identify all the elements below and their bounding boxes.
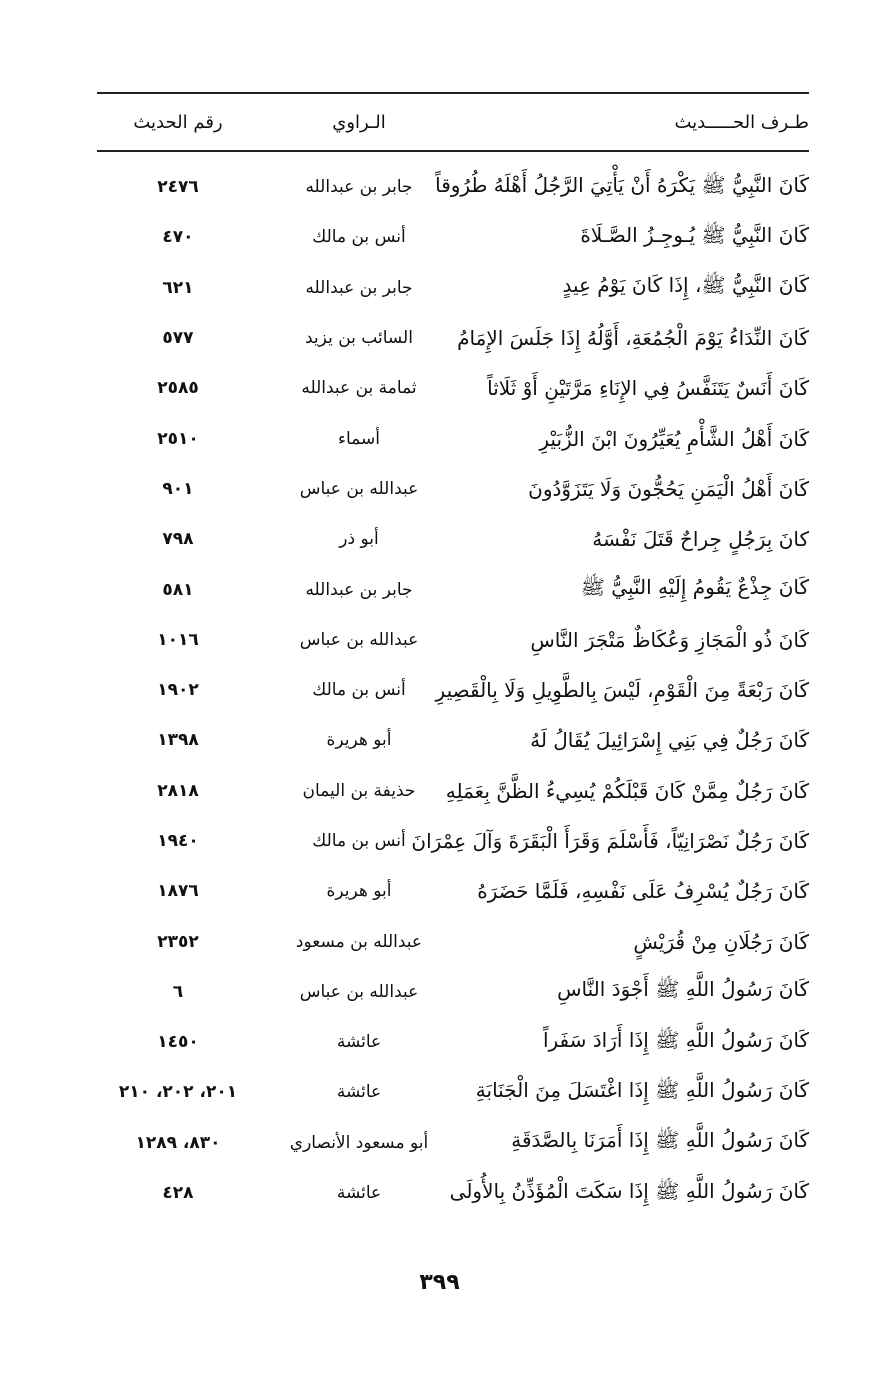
hadith-number: ١٩٠٢	[157, 680, 199, 701]
hadith-text: كَانَ رَسُولُ اللَّهِ ﷺ إِذَا اغْتَسَلَ مِنَ الْجَنَابَةِ	[475, 1077, 809, 1102]
header-narrator: الـراوي	[332, 111, 386, 133]
narrator: أبو هريرة	[326, 730, 392, 751]
hadith-number: ٢٣٥٢	[157, 931, 199, 952]
hadith-number: ٢٤٧٦	[157, 177, 199, 198]
hadith-number: ٢٠١، ٢٠٢، ٢١٠	[118, 1082, 238, 1103]
page-number: ٣٩٩	[419, 1270, 460, 1295]
hadith-text: كَانَ النَّبِيُّ ﷺ يُـوجِـزُ الصَّـلَاةَ	[580, 222, 809, 247]
table-row	[97, 162, 809, 212]
table-row	[97, 665, 809, 715]
table-row	[97, 816, 809, 866]
narrator: حذيفة بن اليمان	[302, 780, 416, 801]
hadith-text: كَانَ النِّدَاءُ يَوْمَ الْجُمُعَةِ، أَوَّلُهُ إِذَا جَلَسَ الإِمَامُ	[457, 326, 809, 351]
hadith-text: كَانَ رَسُولُ اللَّهِ ﷺ إِذَا أَرَادَ سَفَراً	[542, 1027, 809, 1052]
header-number: رقم الحديث	[133, 111, 223, 133]
hadith-number: ٢٥١٠	[157, 428, 199, 449]
table-row	[97, 363, 809, 413]
narrator: عائشة	[336, 1183, 382, 1204]
hadith-text: كَانَ رَسُولُ اللَّهِ ﷺ إِذَا سَكَتَ الْمُؤَذِّنُ بِالأُولَى	[449, 1178, 809, 1203]
narrator: عبدالله بن عباس	[299, 478, 419, 499]
narrator: ثمامة بن عبدالله	[301, 378, 417, 399]
hadith-number: ٤٧٠	[162, 227, 194, 248]
hadith-text: كَانَ ذُو الْمَجَازِ وَعُكَاظٌ مَتْجَرَ النَّاسِ	[530, 627, 809, 652]
hadith-number: ٤٢٨	[162, 1183, 194, 1204]
hadith-number: ٥٧٧	[162, 328, 194, 349]
hadith-number: ٨٣٠، ١٢٨٩	[135, 1132, 221, 1153]
hadith-text: كَانَ النَّبِيُّ ﷺ يَكْرَهُ أَنْ يَأْتِيَ الرَّجُلُ أَهْلَهُ طُرُوقاً	[435, 172, 809, 197]
table-row	[97, 866, 809, 916]
hadith-index-table	[97, 92, 809, 1218]
narrator: أنس بن مالك	[312, 227, 406, 248]
table-header	[97, 94, 809, 150]
narrator: أبو هريرة	[326, 881, 392, 902]
narrator: عبدالله بن عباس	[299, 981, 419, 1002]
hadith-text: كَانَ رَسُولُ اللَّهِ ﷺ أَجْوَدَ النَّاسِ	[557, 977, 809, 1002]
hadith-number: ١٠١٦	[157, 629, 199, 650]
hadith-number: ٢٥٨٥	[157, 378, 199, 399]
table-row	[97, 564, 809, 614]
hadith-number: ٥٨١	[162, 579, 194, 600]
hadith-text: كَانَ جِذْعٌ يَقُومُ إِلَيْهِ النَّبِيُّ ﷺ	[580, 575, 809, 600]
table-row	[97, 1017, 809, 1067]
table-row	[97, 615, 809, 665]
hadith-text: كَانَ رَجُلٌ يُسْرِفُ عَلَى نَفْسِهِ، فَلَمَّا حَضَرَهُ	[477, 879, 809, 904]
narrator: أنس بن مالك	[312, 831, 406, 851]
table-row	[97, 1118, 809, 1168]
table-row	[97, 514, 809, 564]
narrator: أبو ذر	[339, 529, 379, 550]
hadith-text: كَانَ أَنَسٌ يَتَنَفَّسُ فِي الإِنَاءِ مَرَّتَيْنِ أَوْ ثَلَاثاً	[487, 376, 809, 401]
narrator: أبو مسعود الأنصاري	[289, 1132, 429, 1153]
hadith-text: كَانَ رَجُلَانِ مِنْ قُرَيْشٍ	[633, 929, 809, 954]
table-row	[97, 715, 809, 765]
table-row	[97, 967, 809, 1017]
narrator: جابر بن عبدالله	[305, 177, 413, 198]
narrator: أسماء	[338, 428, 380, 449]
table-row	[97, 1168, 809, 1218]
hadith-number: ١٤٥٠	[157, 1032, 199, 1053]
narrator: السائب بن يزيد	[305, 328, 413, 349]
hadith-text: كَانَ أَهْلُ الْيَمَنِ يَحُجُّونَ وَلَا يَتَزَوَّدُونَ	[528, 476, 809, 501]
table-row	[97, 464, 809, 514]
table-row	[97, 313, 809, 363]
hadith-text: كانَ بِرَجُلٍ جِراحٌ قَتَلَ نَفْسَهُ	[592, 527, 809, 552]
narrator: عبدالله بن مسعود	[295, 931, 423, 952]
hadith-text: كَانَ رَسُولُ اللَّهِ ﷺ إِذَا أَمَرَنَا بِالصَّدَقَةِ	[511, 1128, 809, 1153]
hadith-text: كَانَ رَجُلٌ فِي بَنِي إِسْرَائِيلَ يُقَالُ لَهُ	[530, 728, 809, 753]
narrator: عائشة	[336, 1032, 382, 1053]
hadith-number: ٩٠١	[162, 478, 194, 499]
hadith-text: كَانَ أَهْلُ الشَّأْمِ يُعَيِّرُونَ ابْنَ الزُّبَيْرِ	[539, 426, 809, 451]
narrator: أنس بن مالك	[312, 680, 406, 701]
hadith-number: ٢٨١٨	[157, 780, 199, 801]
hadith-number: ٦	[172, 981, 184, 1002]
narrator: عبدالله بن عباس	[299, 629, 419, 650]
narrator: عائشة	[336, 1082, 382, 1103]
narrator: جابر بن عبدالله	[305, 579, 413, 600]
hadith-text: كَانَ النَّبِيُّ ﷺ، إِذَا كَانَ يَوْمُ عِيدٍ	[562, 273, 809, 298]
table-row	[97, 413, 809, 463]
narrator: جابر بن عبدالله	[305, 277, 413, 298]
table-row	[97, 766, 809, 816]
table-row	[97, 263, 809, 313]
hadith-number: ١٣٩٨	[157, 730, 199, 751]
table-row	[97, 212, 809, 262]
hadith-text: كَانَ رَجُلٌ مِمَّنْ كَانَ قَبْلَكُمْ يُسِيءُ الظَّنَّ بِعَمَلِهِ	[445, 778, 809, 803]
table-row	[97, 1067, 809, 1117]
table-row	[97, 916, 809, 966]
hadith-number: ٦٢١	[162, 277, 194, 298]
hadith-number: ١٩٤٠	[157, 831, 199, 851]
table-body	[97, 152, 809, 1218]
hadith-text: كَانَ رَبْعَةً مِنَ الْقَوْمِ، لَيْسَ بِالطَّوِيلِ وَلَا بِالْقَصِيرِ	[435, 678, 809, 703]
header-hadith: طـرف الحـــــديث	[674, 111, 809, 133]
hadith-text: كَانَ رَجُلٌ نَصْرَانِيّاً، فَأَسْلَمَ وَقَرَأَ الْبَقَرَةَ وَآلَ عِمْرَانَ	[411, 829, 809, 853]
hadith-number: ٧٩٨	[162, 529, 194, 550]
hadith-number: ١٨٧٦	[157, 881, 199, 902]
